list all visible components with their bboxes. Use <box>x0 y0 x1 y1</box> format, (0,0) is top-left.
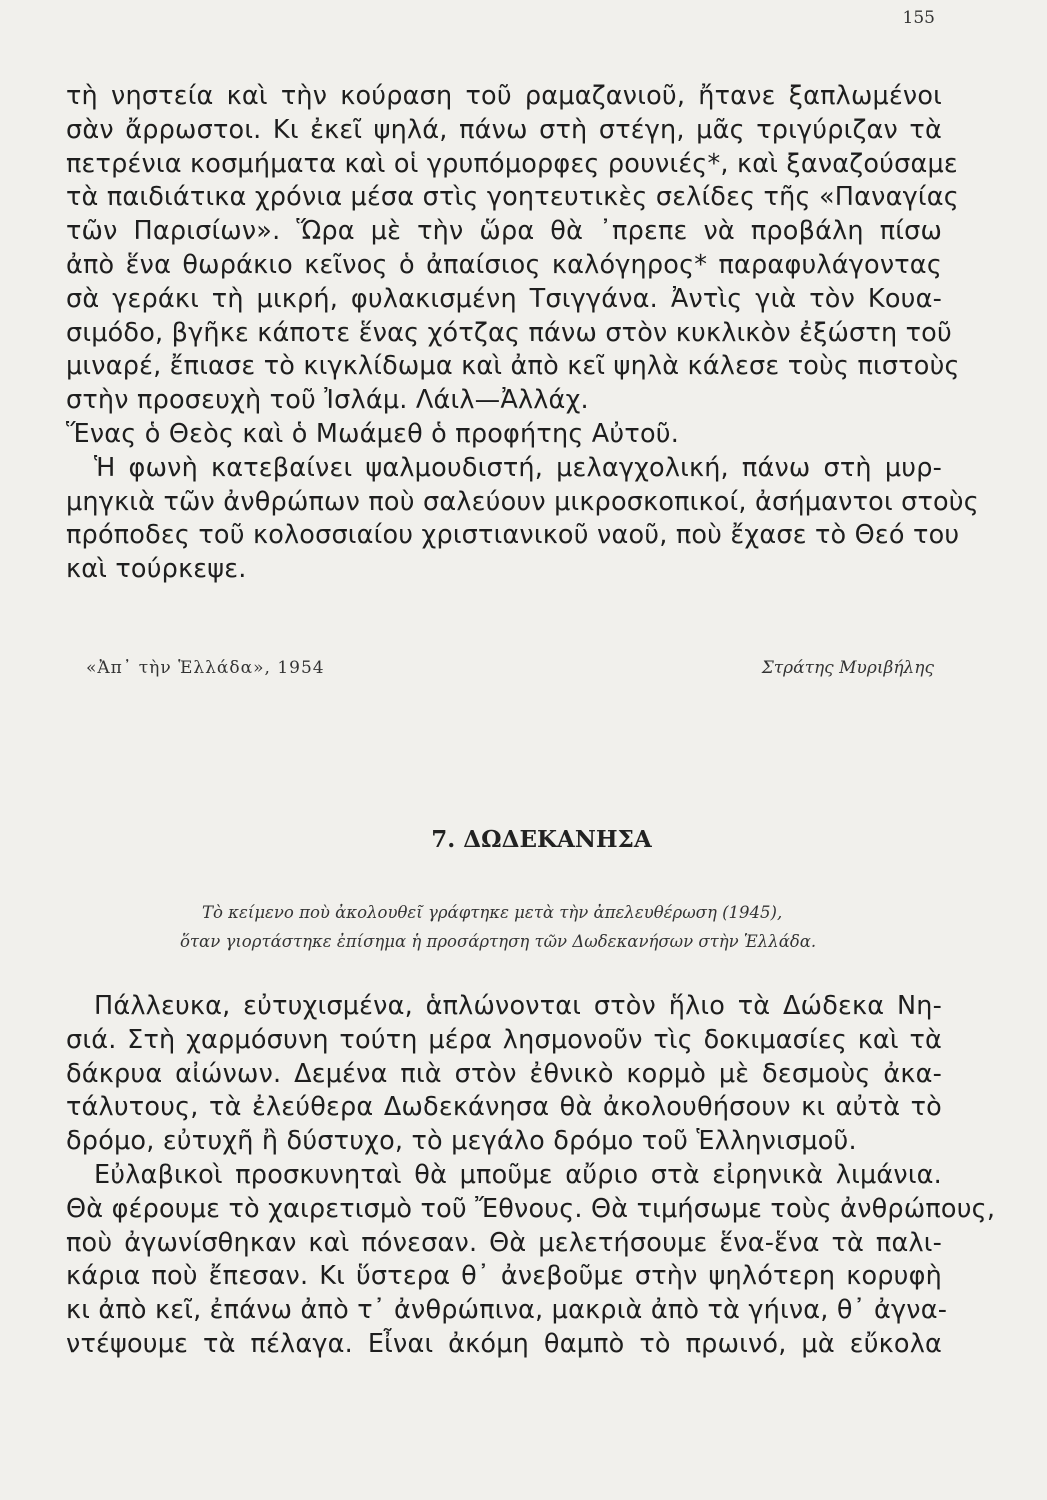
text-block-dodekanisa <box>66 990 996 1362</box>
text-line: σὰν ἄρρωστοι. Κι ἐκεῖ ψηλά, πάνω στὴ στέγη, μᾶς τριγύριζαν τὰ <box>66 114 942 145</box>
text-line: Πάλλευκα, εὐτυχισμένα, ἁπλώνονται στὸν ἥλιο τὰ Δώδεκα Νη- <box>94 991 942 1021</box>
text-line: δρόμο, εὐτυχῆ ἢ δύστυχο, τὸ μεγάλο δρόμο τοῦ Ἑλληνισμοῦ. <box>66 1126 857 1157</box>
text-line: δάκρυα αἰώνων. Δεμένα πιὰ στὸν ἐθνικὸ κορμὸ μὲ δεσμοὺς ἀκα- <box>66 1058 942 1089</box>
page-number: 155 <box>902 8 935 28</box>
text-line: καὶ τούρκεψε. <box>66 554 247 585</box>
text-line: μηγκιὰ τῶν ἀνθρώπων ποὺ σαλεύουν μικροσκοπικοί, ἀσήμαντοι στοὺς <box>66 486 979 517</box>
text-block-konstantinoupoli <box>66 80 979 587</box>
text-line: στὴν προσευχὴ τοῦ Ἰσλάμ. Λάιλ—Ἀλλάχ. <box>66 385 589 416</box>
text-line: τῶν Παρισίων». Ὥρα μὲ τὴν ὥρα θὰ ᾽πρεπε νὰ προβάλη πίσω <box>66 216 942 247</box>
text-line: κι ἀπὸ κεῖ, ἐπάνω ἀπὸ τ᾽ ἀνθρώπινα, μακριὰ ἀπὸ τὰ γήινα, θ᾽ ἀγνα- <box>66 1295 948 1326</box>
source-author: Στράτης Μυριβήλης <box>761 658 934 678</box>
text-line: Ἡ φωνὴ κατεβαίνει ψαλμουδιστή, μελαγχολική, πάνω στὴ μυρ- <box>94 452 942 483</box>
text-line: τὴ νηστεία καὶ τὴν κούραση τοῦ ραμαζανιοῦ, ἤτανε ξαπλωμένοι <box>66 81 942 111</box>
text-line: μιναρέ, ἔπιασε τὸ κιγκλίδωμα καὶ ἀπὸ κεῖ ψηλὰ κάλεσε τοὺς πιστοὺς <box>66 351 960 382</box>
text-line: Εὐλαβικοὶ προσκυνηταὶ θὰ μποῦμε αὔριο στὰ εἰρηνικὰ λιμάνια. <box>94 1159 942 1190</box>
text-line: σιμόδο, βγῆκε κάποτε ἕνας χότζας πάνω στὸν κυκλικὸν ἐξώστη τοῦ <box>66 317 952 348</box>
section-intro-note <box>180 898 950 956</box>
text-line: τάλυτους, τὰ ἐλεύθερα Δωδεκάνησα θὰ ἀκολουθήσουν κι αὐτὰ τὸ <box>66 1092 942 1123</box>
intro-line: ὅταν γιορτάστηκε ἐπίσημα ἡ προσάρτηση τῶν Δωδεκανήσων στὴν Ἑλλάδα. <box>180 932 817 951</box>
text-line: σὰ γεράκι τὴ μικρή, φυλακισμένη Τσιγγάνα. Ἀντὶς γιὰ τὸν Κουα- <box>66 283 942 314</box>
section-heading: 7. ΔΩΔΕΚΑΝΗΣΑ <box>431 826 652 853</box>
text-line: πρόποδες τοῦ κολοσσιαίου χριστιανικοῦ ναοῦ, ποὺ ἔχασε τὸ Θεό του <box>66 520 960 551</box>
text-line: ἀπὸ ἕνα θωράκιο κεῖνος ὁ ἀπαίσιος καλόγηρος* παραφυλάγοντας <box>66 249 942 280</box>
source-attribution <box>86 658 934 688</box>
text-line: Θὰ φέρουμε τὸ χαιρετισμὸ τοῦ Ἔθνους. Θὰ τιμήσωμε τοὺς ἀνθρώπους, <box>66 1193 996 1224</box>
text-line: τὰ παιδιάτικα χρόνια μέσα στὶς γοητευτικὲς σελίδες τῆς «Παναγίας <box>66 182 959 213</box>
text-line: πετρένια κοσμήματα καὶ οἱ γρυπόμορφες ρουνιές*, καὶ ξαναζούσαμε <box>66 148 958 179</box>
text-line: ντέψουμε τὰ πέλαγα. Εἶναι ἀκόμη θαμπὸ τὸ πρωινό, μὰ εὔκολα <box>66 1328 942 1359</box>
text-line: κάρια ποὺ ἔπεσαν. Κι ὕστερα θ᾽ ἀνεβοῦμε στὴν ψηλότερη κορυφὴ <box>66 1261 942 1292</box>
text-line: σιά. Στὴ χαρμόσυνη τούτη μέρα λησμονοῦν τὶς δοκιμασίες καὶ τὰ <box>66 1024 942 1055</box>
intro-line: Τὸ κείμενο ποὺ ἀκολουθεῖ γράφτηκε μετὰ τὴν ἀπελευθέρωση (1945), <box>202 903 783 922</box>
text-line: Ἕνας ὁ Θεὸς καὶ ὁ Μωάμεθ ὁ προφήτης Αὐτοῦ. <box>66 418 680 449</box>
source-citation: «Ἀπ᾽ τὴν Ἑλλάδα», 1954 <box>86 658 325 678</box>
text-line: ποὺ ἀγωνίσθηκαν καὶ πόνεσαν. Θὰ μελετήσουμε ἕνα-ἕνα τὰ παλι- <box>66 1227 942 1258</box>
